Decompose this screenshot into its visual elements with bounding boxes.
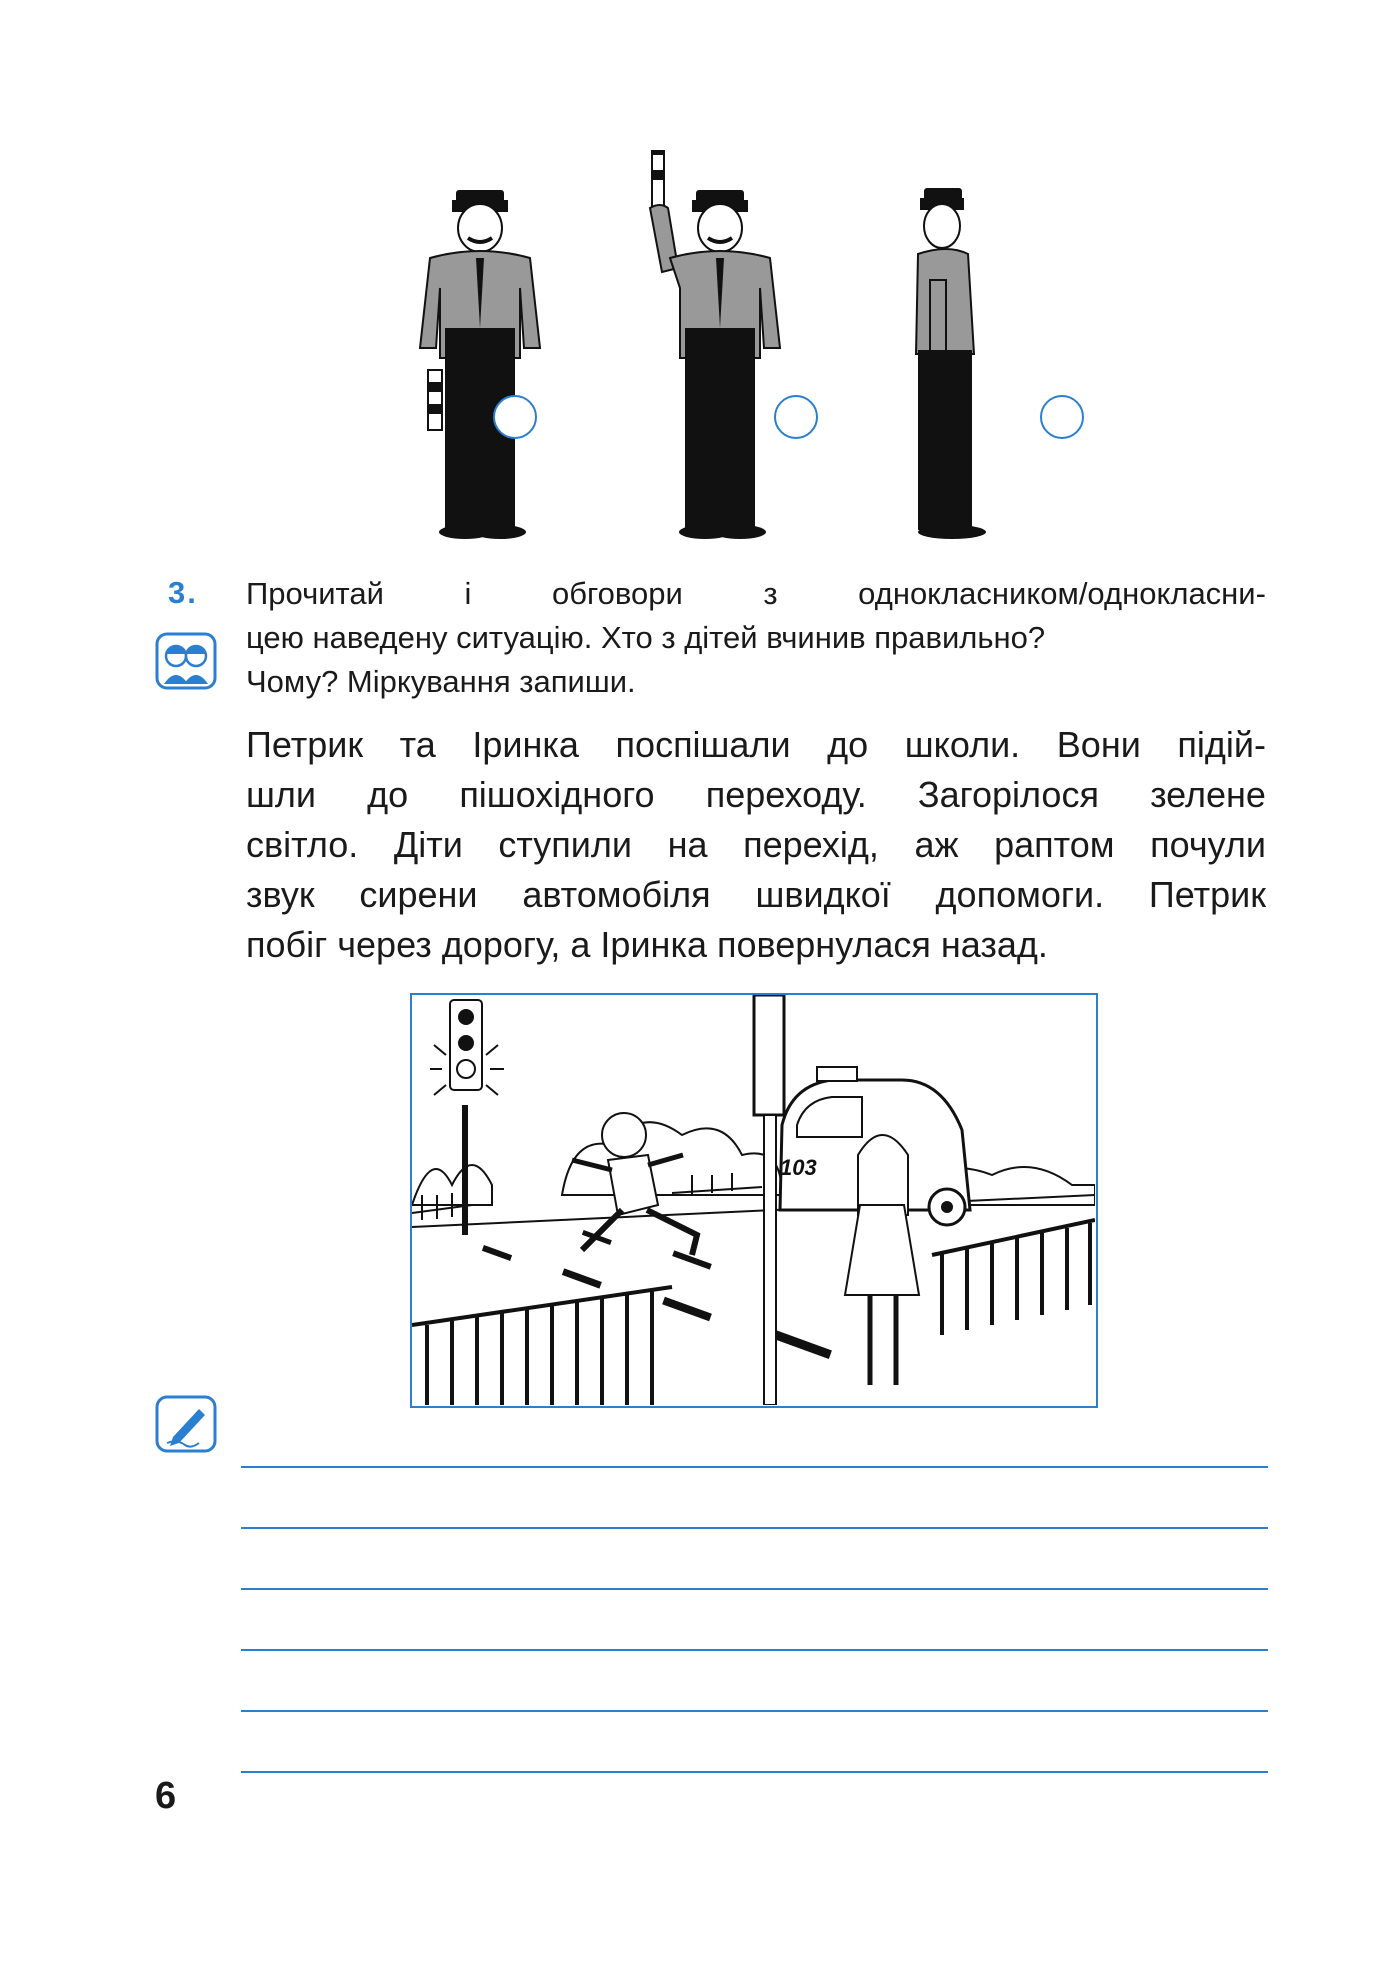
- writing-line[interactable]: [241, 1588, 1268, 1590]
- page-number: 6: [155, 1775, 177, 1817]
- crossing-scene-drawing: [412, 995, 1095, 1405]
- story-word: підій-: [1177, 724, 1266, 765]
- story-word: та: [399, 724, 436, 765]
- pair-work-icon: [155, 632, 217, 690]
- story-word: аж: [914, 824, 959, 865]
- instruction-line-2: цею наведену ситуацію. Хто з дітей вчинив правильно?: [246, 620, 1046, 655]
- story-word: поспішали: [615, 724, 791, 765]
- crossing-scene-illustration: [410, 993, 1098, 1408]
- story-line-4: [246, 870, 1266, 920]
- story-word: пішохідного: [459, 774, 655, 815]
- story-word: світло.: [246, 824, 359, 865]
- instruction-line-1: Прочитай і обговори з однокласником/однокласни-: [246, 576, 1266, 611]
- story-word: Петрик: [1148, 874, 1266, 915]
- story-line-2: [246, 770, 1266, 820]
- writing-line[interactable]: [241, 1710, 1268, 1712]
- story-word: Діти: [393, 824, 463, 865]
- answer-circle-1[interactable]: [493, 395, 537, 439]
- story-word: Іринка: [472, 724, 579, 765]
- writing-line[interactable]: [241, 1771, 1268, 1773]
- traffic-officers-figure: [390, 150, 1070, 540]
- story-word: до: [827, 724, 869, 765]
- officer-front-arms-down: [390, 150, 570, 540]
- story-word: Загорілося: [917, 774, 1099, 815]
- story-word: сирени: [359, 874, 478, 915]
- answer-circle-2[interactable]: [774, 395, 818, 439]
- officer-baton-raised: [630, 150, 810, 540]
- task-instruction: [246, 572, 1266, 704]
- story-word: на: [667, 824, 708, 865]
- story-word: перехід,: [743, 824, 879, 865]
- story-word: школи.: [904, 724, 1021, 765]
- story-word: зелене: [1150, 774, 1266, 815]
- answer-circle-3[interactable]: [1040, 395, 1084, 439]
- story-word: автомобіля: [522, 874, 711, 915]
- pencil-write-icon: [155, 1395, 217, 1453]
- task-number: 3.: [168, 575, 198, 610]
- writing-line[interactable]: [241, 1649, 1268, 1651]
- story-word: шли: [246, 774, 316, 815]
- ambulance-number: 103: [780, 1155, 817, 1180]
- story-word: переходу.: [705, 774, 867, 815]
- story-word: Петрик: [246, 724, 364, 765]
- story-line-5: побіг через дорогу, а Іринка повернулася назад.: [246, 924, 1048, 965]
- story-word: до: [367, 774, 409, 815]
- writing-line[interactable]: [241, 1466, 1268, 1468]
- story-word: ступили: [498, 824, 633, 865]
- story-word: швидкої: [755, 874, 891, 915]
- writing-line[interactable]: [241, 1527, 1268, 1529]
- story-line-3: [246, 820, 1266, 870]
- story-word: раптом: [994, 824, 1115, 865]
- story-word: почули: [1150, 824, 1266, 865]
- story-word: звук: [246, 874, 315, 915]
- instruction-line-3: Чому? Міркування запиши.: [246, 664, 636, 699]
- story-word: Вони: [1056, 724, 1141, 765]
- officer-side-view: [860, 150, 1040, 540]
- story-line-1: [246, 720, 1266, 770]
- story-word: допомоги.: [935, 874, 1105, 915]
- story-text: [246, 720, 1266, 970]
